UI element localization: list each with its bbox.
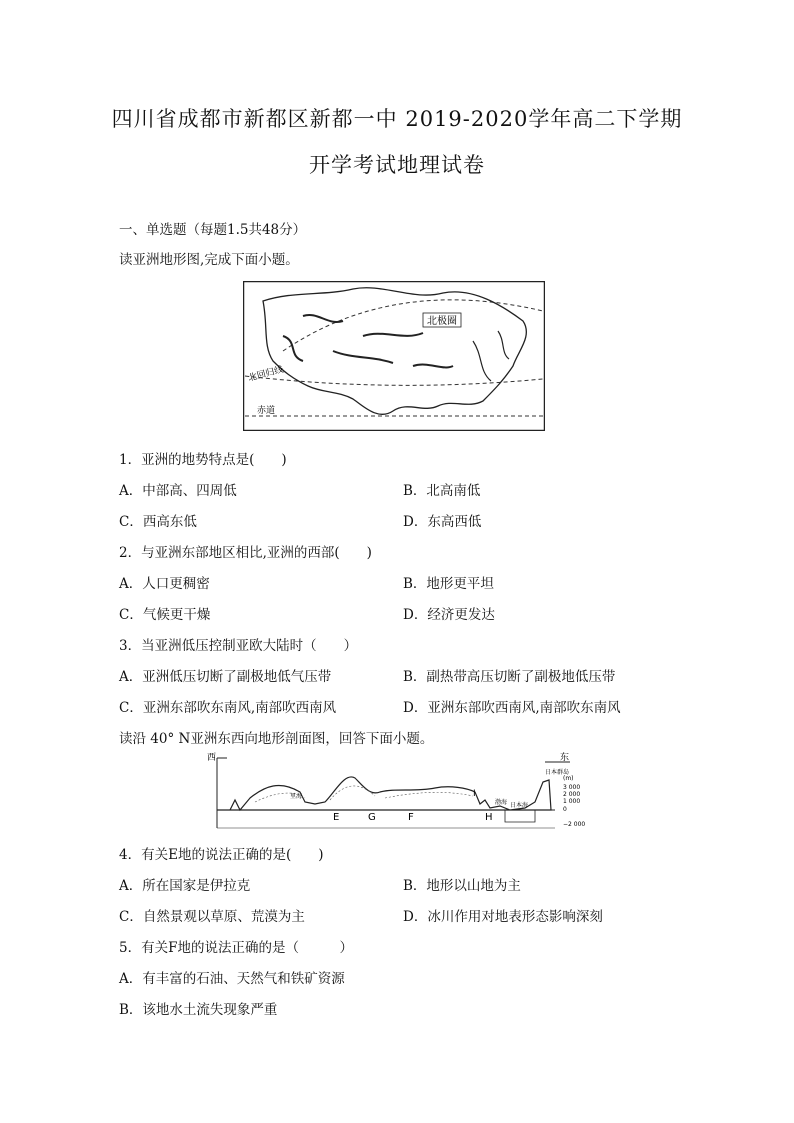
intro-asia-map: 读亚洲地形图,完成下面小题。 xyxy=(119,252,299,268)
point-f-label: F xyxy=(408,812,414,823)
tropic-label: 北回归线 xyxy=(247,364,285,384)
doc-title-line2: 开学考试地理试卷 xyxy=(309,153,485,177)
question-4-option-a[interactable]: A．所在国家是伊拉克 xyxy=(119,878,251,894)
question-2-stem: 2．与亚洲东部地区相比,亚洲的西部( ) xyxy=(119,545,372,561)
question-2-option-a[interactable]: A．人口更稠密 xyxy=(119,576,210,592)
terrain-profile-40n xyxy=(205,752,595,834)
question-3-option-a[interactable]: A．亚洲低压切断了副极地低气压带 xyxy=(119,669,332,685)
scale-2000: 2 000 xyxy=(563,791,581,798)
question-2-option-c[interactable]: C．气候更干燥 xyxy=(119,607,211,623)
point-e-label: E xyxy=(333,812,340,823)
east-label: 东 xyxy=(560,753,570,763)
point-h-label: H xyxy=(485,812,493,823)
point-i-label: I xyxy=(473,789,476,799)
question-1-option-b[interactable]: B．北高南低 xyxy=(403,483,481,499)
question-1-option-d[interactable]: D．东高西低 xyxy=(403,514,482,530)
equator-label: 赤道 xyxy=(257,406,276,416)
question-5-stem: 5．有关F地的说法正确的是（ ） xyxy=(119,940,353,956)
point-g-label: G xyxy=(368,812,376,823)
question-4-option-d[interactable]: D．冰川作用对地表形态影响深刻 xyxy=(403,909,603,925)
question-1-stem: 1．亚洲的地势特点是( ) xyxy=(119,452,287,468)
scale-unit: (m) xyxy=(563,775,574,782)
question-1-option-a[interactable]: A．中部高、四周低 xyxy=(119,483,237,499)
question-2-option-d[interactable]: D．经济更发达 xyxy=(403,607,495,623)
scale-minus-2000: −2 000 xyxy=(563,821,586,828)
question-3-option-c[interactable]: C．亚洲东部吹东南风,南部吹西南风 xyxy=(119,700,337,716)
question-4-option-c[interactable]: C．自然景观以草原、荒漠为主 xyxy=(119,909,305,925)
scale-3000: 3 000 xyxy=(563,784,581,791)
sea-japan-label: 日本海 xyxy=(510,802,529,809)
section-heading: 一、单选题（每题1.5共48分） xyxy=(119,222,307,238)
intro-profile: 读沿 40° N亚洲东西向地形剖面图，回答下面小题。 xyxy=(119,731,434,747)
japan-islands-label: 日本群岛 xyxy=(545,769,570,776)
arctic-circle-label: 北极圈 xyxy=(427,316,457,327)
asia-terrain-map xyxy=(243,281,545,431)
question-5-option-a[interactable]: A．有丰富的石油、天然气和铁矿资源 xyxy=(119,971,345,987)
question-5-option-b[interactable]: B．该地水土流失现象严重 xyxy=(119,1002,278,1018)
sea-bohai-label: 渤海 xyxy=(495,799,508,806)
question-1-option-c[interactable]: C．西高东低 xyxy=(119,514,197,530)
question-4-stem: 4．有关E地的说法正确的是( ) xyxy=(119,847,324,863)
question-3-stem: 3．当亚洲低压控制亚欧大陆时（ ） xyxy=(119,638,358,654)
question-4-option-b[interactable]: B．地形以山地为主 xyxy=(403,878,521,894)
scale-0: 0 xyxy=(563,806,567,813)
west-label: 西 xyxy=(207,753,217,763)
question-3-option-d[interactable]: D．亚洲东部吹西南风,南部吹东南风 xyxy=(403,700,621,716)
sea-caspian-label: 里海 xyxy=(290,793,303,800)
scale-1000: 1 000 xyxy=(563,798,581,805)
question-2-option-b[interactable]: B．地形更平坦 xyxy=(403,576,494,592)
question-3-option-b[interactable]: B．副热带高压切断了副极地低压带 xyxy=(403,669,616,685)
doc-title-line1: 四川省成都市新都区新都一中 2019-2020学年高二下学期 xyxy=(111,107,683,131)
